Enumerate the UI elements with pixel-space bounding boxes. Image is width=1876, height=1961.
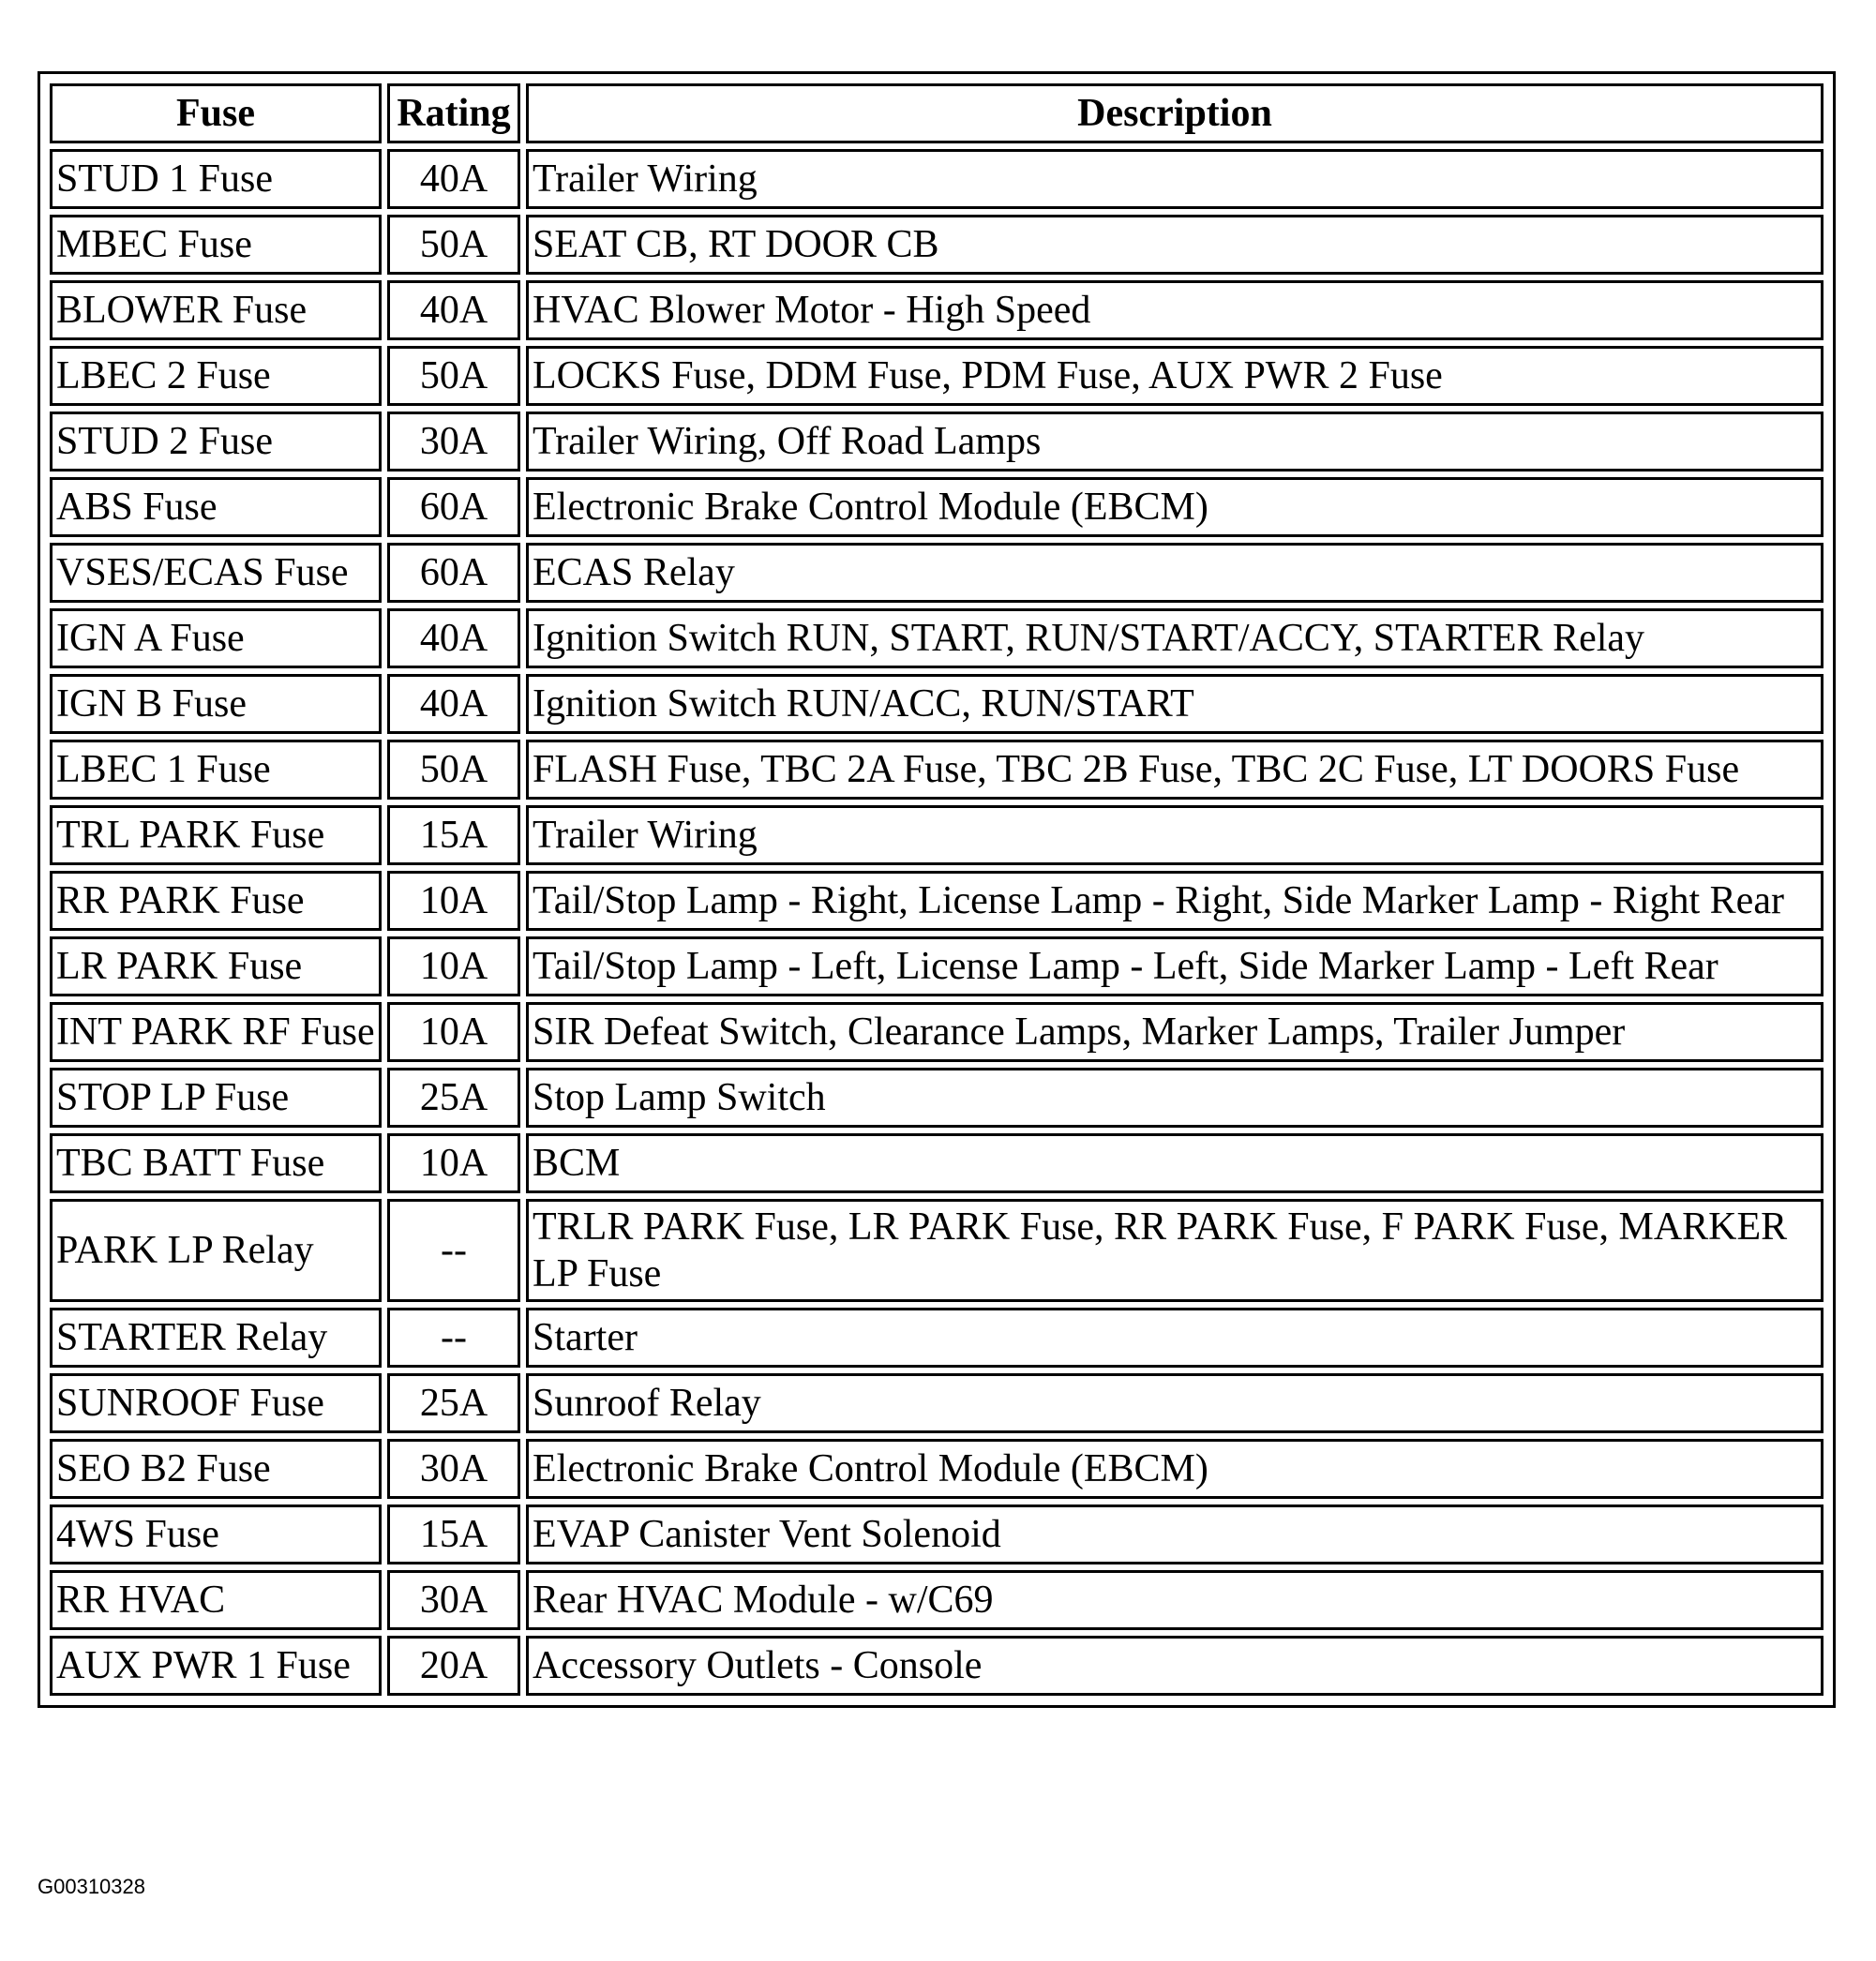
fuse-cell: SUNROOF Fuse [50,1373,382,1433]
fuse-cell: STOP LP Fuse [50,1068,382,1128]
description-cell: Trailer Wiring, Off Road Lamps [526,412,1823,472]
table-row [50,608,1823,668]
fuse-cell: STUD 2 Fuse [50,412,382,472]
fuse-cell: PARK LP Relay [50,1199,382,1302]
table-row [50,346,1823,406]
table-row [50,1068,1823,1128]
fuse-cell: STUD 1 Fuse [50,149,382,209]
table-row [50,412,1823,472]
description-cell: BCM [526,1133,1823,1193]
fuse-cell: LBEC 1 Fuse [50,740,382,800]
description-cell: LOCKS Fuse, DDM Fuse, PDM Fuse, AUX PWR 2 Fuse [526,346,1823,406]
description-cell: SIR Defeat Switch, Clearance Lamps, Marker Lamps, Trailer Jumper [526,1002,1823,1062]
rating-cell: 25A [387,1373,520,1433]
fuse-cell: STARTER Relay [50,1308,382,1368]
fuse-cell: LBEC 2 Fuse [50,346,382,406]
rating-cell: 10A [387,936,520,996]
rating-cell: 20A [387,1636,520,1696]
rating-cell: 40A [387,608,520,668]
description-cell: Tail/Stop Lamp - Left, License Lamp - Left, Side Marker Lamp - Left Rear [526,936,1823,996]
description-cell: Electronic Brake Control Module (EBCM) [526,1439,1823,1499]
rating-cell: 25A [387,1068,520,1128]
rating-cell: -- [387,1199,520,1302]
fuse-table [44,78,1829,1701]
description-cell: Electronic Brake Control Module (EBCM) [526,477,1823,537]
fuse-cell: RR PARK Fuse [50,871,382,931]
header-fuse: Fuse [50,83,382,143]
table-row [50,740,1823,800]
table-row [50,1439,1823,1499]
description-cell: EVAP Canister Vent Solenoid [526,1504,1823,1564]
description-cell: Starter [526,1308,1823,1368]
table-row [50,674,1823,734]
description-cell: Rear HVAC Module - w/C69 [526,1570,1823,1630]
rating-cell: 30A [387,1570,520,1630]
rating-cell: 60A [387,477,520,537]
table-row [50,871,1823,931]
description-cell: SEAT CB, RT DOOR CB [526,215,1823,275]
table-row [50,1002,1823,1062]
table-body [50,149,1823,1696]
rating-cell: 60A [387,543,520,603]
table-row [50,280,1823,340]
rating-cell: 30A [387,1439,520,1499]
fuse-cell: MBEC Fuse [50,215,382,275]
fuse-cell: SEO B2 Fuse [50,1439,382,1499]
fuse-cell: VSES/ECAS Fuse [50,543,382,603]
figure-code: G00310328 [38,1875,145,1898]
rating-cell: 15A [387,1504,520,1564]
description-cell: FLASH Fuse, TBC 2A Fuse, TBC 2B Fuse, TBC 2C Fuse, LT DOORS Fuse [526,740,1823,800]
description-cell: Stop Lamp Switch [526,1068,1823,1128]
header-description: Description [526,83,1823,143]
description-cell: Ignition Switch RUN/ACC, RUN/START [526,674,1823,734]
description-cell: HVAC Blower Motor - High Speed [526,280,1823,340]
fuse-cell: RR HVAC [50,1570,382,1630]
description-cell: TRLR PARK Fuse, LR PARK Fuse, RR PARK Fuse, F PARK Fuse, MARKER LP Fuse [526,1199,1823,1302]
table-row [50,477,1823,537]
table-row [50,1373,1823,1433]
fuse-cell: IGN A Fuse [50,608,382,668]
table-row [50,543,1823,603]
rating-cell: -- [387,1308,520,1368]
table-row [50,1570,1823,1630]
table-row [50,1636,1823,1696]
rating-cell: 50A [387,346,520,406]
rating-cell: 50A [387,215,520,275]
table-row [50,936,1823,996]
rating-cell: 50A [387,740,520,800]
rating-cell: 40A [387,280,520,340]
fuse-cell: TRL PARK Fuse [50,805,382,865]
fuse-cell: IGN B Fuse [50,674,382,734]
rating-cell: 10A [387,871,520,931]
rating-cell: 40A [387,674,520,734]
header-rating: Rating [387,83,520,143]
fuse-cell: LR PARK Fuse [50,936,382,996]
rating-cell: 40A [387,149,520,209]
table-row [50,1504,1823,1564]
description-cell: Ignition Switch RUN, START, RUN/START/ACCY, STARTER Relay [526,608,1823,668]
fuse-cell: TBC BATT Fuse [50,1133,382,1193]
fuse-cell: AUX PWR 1 Fuse [50,1636,382,1696]
rating-cell: 10A [387,1133,520,1193]
description-cell: Sunroof Relay [526,1373,1823,1433]
table-row [50,805,1823,865]
rating-cell: 15A [387,805,520,865]
description-cell: Trailer Wiring [526,149,1823,209]
description-cell: Trailer Wiring [526,805,1823,865]
fuse-cell: BLOWER Fuse [50,280,382,340]
table-row [50,149,1823,209]
fuse-cell: 4WS Fuse [50,1504,382,1564]
table-row [50,215,1823,275]
fuse-table-frame [38,71,1836,1708]
table-header-row [50,83,1823,143]
fuse-cell: INT PARK RF Fuse [50,1002,382,1062]
table-row [50,1133,1823,1193]
description-cell: ECAS Relay [526,543,1823,603]
table-row [50,1308,1823,1368]
rating-cell: 30A [387,412,520,472]
description-cell: Tail/Stop Lamp - Right, License Lamp - Right, Side Marker Lamp - Right Rear [526,871,1823,931]
description-cell: Accessory Outlets - Console [526,1636,1823,1696]
fuse-cell: ABS Fuse [50,477,382,537]
table-row [50,1199,1823,1302]
rating-cell: 10A [387,1002,520,1062]
